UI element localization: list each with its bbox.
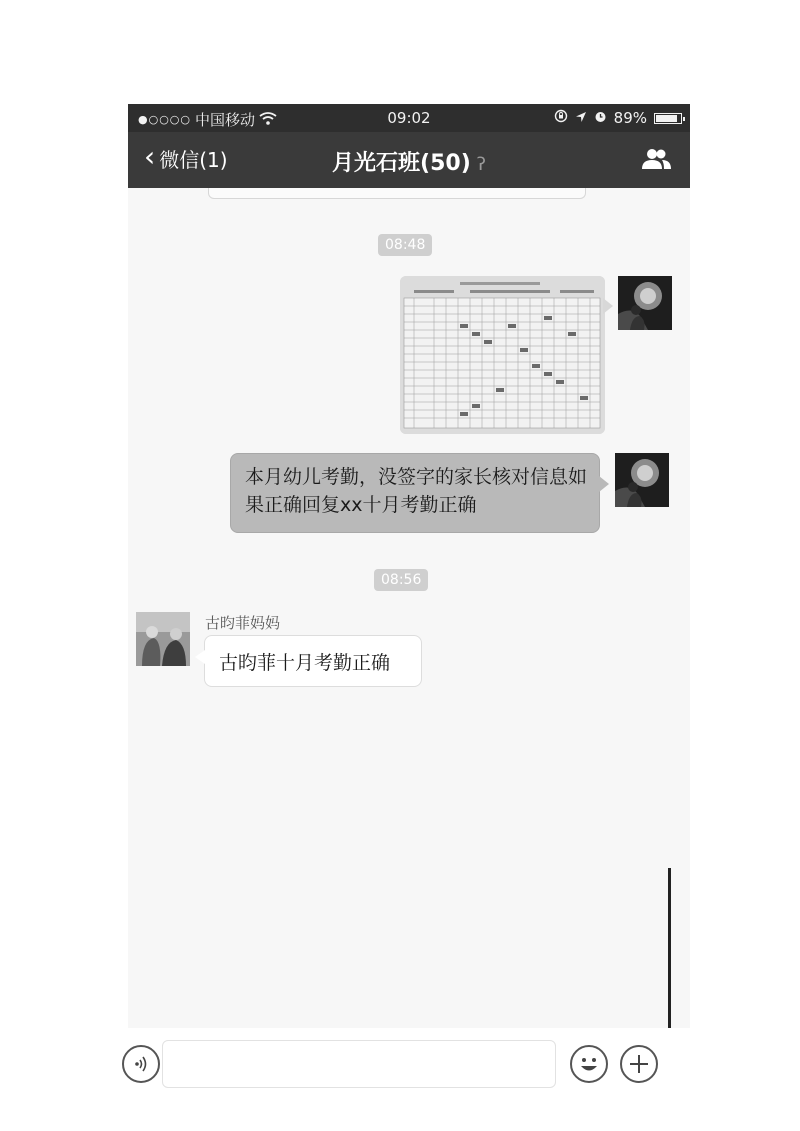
- signal-strength: ●○○○○: [138, 113, 191, 126]
- avatar-photo: [615, 453, 669, 507]
- emoji-button[interactable]: [570, 1045, 608, 1083]
- chat-title-wrap: [128, 146, 690, 177]
- wechat-phone-screen: [128, 104, 690, 1104]
- attendance-sheet-thumbnail: [400, 276, 605, 434]
- status-right: [554, 109, 682, 127]
- ear-icon: ʔ: [476, 154, 486, 175]
- scroll-indicator[interactable]: [668, 868, 671, 1028]
- emoji-icon: [572, 1047, 606, 1081]
- add-icon: [622, 1047, 656, 1081]
- add-button[interactable]: [620, 1045, 658, 1083]
- chat-input-bar: [118, 1028, 700, 1098]
- previous-message-bubble[interactable]: [208, 188, 586, 199]
- my-avatar-2[interactable]: [615, 453, 669, 507]
- group-members-button[interactable]: [640, 148, 672, 174]
- carrier-name: 中国移动: [195, 111, 256, 129]
- attendance-sheet-image-message[interactable]: [400, 276, 605, 434]
- outgoing-bubble-tail: [599, 476, 609, 492]
- voice-icon: [124, 1047, 158, 1081]
- chevron-left-icon: ‹: [144, 140, 156, 173]
- status-bar: [128, 104, 690, 132]
- status-time: 09:02: [387, 109, 431, 127]
- chat-title: 月光石班(50): [332, 151, 471, 176]
- sender-avatar-photo: [136, 612, 190, 666]
- sender-name: 古昀菲妈妈: [205, 614, 281, 632]
- incoming-message-text: 古昀菲十月考勤正确: [219, 652, 391, 674]
- timestamp-chip: 08:48: [378, 234, 432, 256]
- rotation-lock-icon: [554, 109, 568, 127]
- outgoing-message-bubble[interactable]: [230, 453, 600, 533]
- back-label: 微信(1): [159, 148, 228, 172]
- outgoing-message-text: 本月幼儿考勤，没签字的家长核对信息如果正确回复xx十月考勤正确: [245, 466, 588, 516]
- battery-percent: 89%: [613, 109, 647, 127]
- incoming-message-bubble[interactable]: [204, 635, 422, 687]
- avatar-photo: [618, 276, 672, 330]
- voice-button[interactable]: [122, 1045, 160, 1083]
- message-input[interactable]: [162, 1040, 556, 1088]
- sender-avatar[interactable]: [136, 612, 190, 666]
- battery-icon: [654, 113, 682, 124]
- battery-fill: [656, 115, 677, 122]
- group-members-icon: [640, 148, 672, 170]
- timestamp-chip: 08:56: [374, 569, 428, 591]
- location-arrow-icon: [575, 109, 587, 127]
- my-avatar[interactable]: [618, 276, 672, 330]
- chat-nav-bar: [128, 132, 690, 188]
- alarm-icon: [594, 109, 607, 127]
- incoming-bubble-tail: [195, 650, 205, 664]
- image-bubble-tail: [603, 298, 613, 314]
- chat-message-area[interactable]: [128, 188, 690, 1028]
